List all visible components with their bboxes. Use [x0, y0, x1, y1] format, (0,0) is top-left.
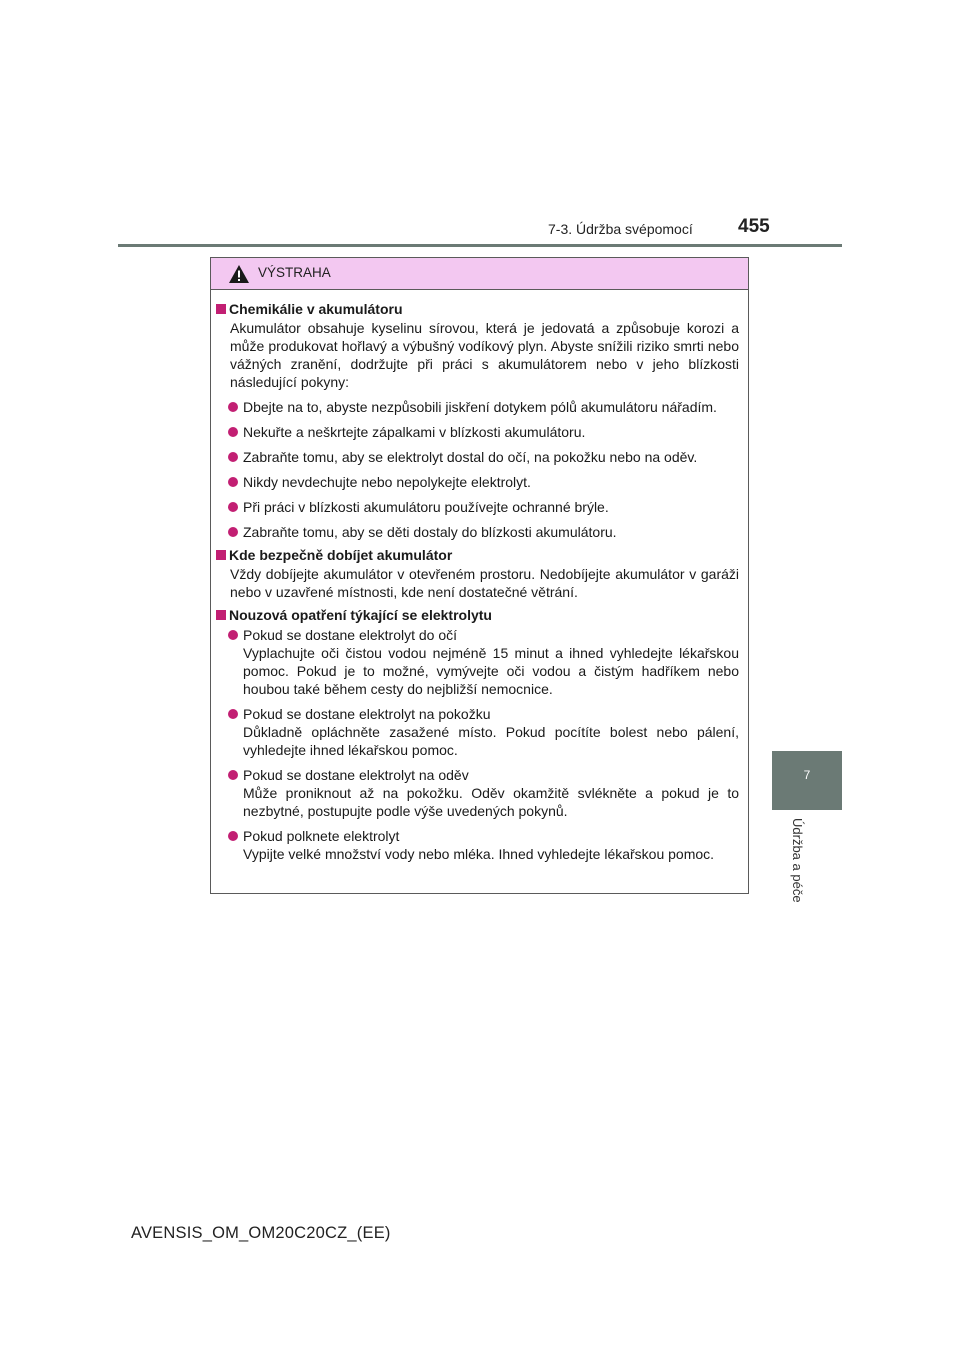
chapter-tab	[772, 751, 842, 810]
chapter-number: 7	[803, 768, 811, 782]
section-paragraph: Akumulátor obsahuje kyselinu sírovou, která je jedovatá a způsobuje korozi a může produkovat hořlavý a výbušný vodíkový plyn. Abyste snížili riziko smrti nebo vážných zranění, dodržujte při práci s akumulátorem nebo v jeho blízkosti následující pokyny:	[230, 320, 739, 390]
round-bullet-icon	[228, 427, 238, 437]
section-paragraph: Vždy dobíjejte akumulátor v otevřeném prostoru. Nedobíjejte akumulátor v garáži nebo v uzavřené místnosti, kde není dostatečné větrání.	[230, 566, 739, 600]
warning-title: VÝSTRAHA	[258, 265, 331, 280]
list-item	[211, 473, 748, 491]
warning-body	[211, 299, 748, 863]
warning-header	[211, 258, 748, 290]
round-bullet-icon	[228, 770, 238, 780]
list-item	[211, 626, 748, 698]
section-heading-emergency	[211, 606, 748, 624]
list-item	[211, 766, 748, 820]
section-heading-chemicals	[211, 300, 748, 318]
warning-triangle-icon	[228, 264, 250, 284]
chapter-label: Údržba a péče	[790, 818, 805, 903]
header-divider	[118, 244, 842, 247]
list-item	[211, 523, 748, 541]
round-bullet-icon	[228, 527, 238, 537]
section-heading-text: Kde bezpečně dobíjet akumulátor	[229, 547, 453, 563]
list-item	[211, 448, 748, 466]
square-bullet-icon	[216, 550, 226, 560]
round-bullet-icon	[228, 709, 238, 719]
list-item-title: Pokud polknete elektrolyt	[243, 828, 400, 844]
page-number: 455	[738, 216, 770, 237]
round-bullet-icon	[228, 630, 238, 640]
list-item-text: Vyplachujte oči čistou vodou nejméně 15 minut a ihned vyhledejte lékařskou pomoc. Pokud je to možné, vymývejte oči vodou a čistým hadříkem nebo houbou také během cesty do nejbližší nemocnice.	[243, 645, 739, 697]
list-item	[211, 398, 748, 416]
list-item	[211, 423, 748, 441]
list-item	[211, 705, 748, 759]
list-item-title: Pokud se dostane elektrolyt na oděv	[243, 767, 469, 783]
section-heading-charging	[211, 546, 748, 564]
round-bullet-icon	[228, 831, 238, 841]
square-bullet-icon	[216, 304, 226, 314]
list-item-text: Dbejte na to, abyste nezpůsobili jiskření dotykem pólů akumulátoru nářadím.	[243, 399, 717, 415]
section-heading-text: Nouzová opatření týkající se elektrolytu	[229, 607, 492, 623]
list-item-text: Zabraňte tomu, aby se děti dostaly do blízkosti akumulátoru.	[243, 524, 617, 540]
section-heading-text: Chemikálie v akumulátoru	[229, 301, 403, 317]
round-bullet-icon	[228, 402, 238, 412]
list-item-title: Pokud se dostane elektrolyt na pokožku	[243, 706, 491, 722]
list-item	[211, 498, 748, 516]
list-item-text: Vypijte velké množství vody nebo mléka. Ihned vyhledejte lékařskou pomoc.	[243, 846, 715, 862]
document-code: AVENSIS_OM_OM20C20CZ_(EE)	[131, 1224, 391, 1242]
list-item-text: Nekuřte a neškrtejte zápalkami v blízkosti akumulátoru.	[243, 424, 586, 440]
square-bullet-icon	[216, 610, 226, 620]
section-title: 7-3. Údržba svépomocí	[548, 221, 693, 237]
round-bullet-icon	[228, 477, 238, 487]
round-bullet-icon	[228, 452, 238, 462]
list-item-text: Důkladně opláchněte zasažené místo. Pokud pocítíte bolest nebo pálení, vyhledejte ihned lékařskou pomoc.	[243, 724, 739, 758]
list-item-text: Při práci v blízkosti akumulátoru používejte ochranné brýle.	[243, 499, 609, 515]
list-item-title: Pokud se dostane elektrolyt do očí	[243, 627, 458, 643]
list-item-text: Zabraňte tomu, aby se elektrolyt dostal do očí, na pokožku nebo na oděv.	[243, 449, 698, 465]
warning-box	[210, 257, 749, 894]
list-item-text: Nikdy nevdechujte nebo nepolykejte elektrolyt.	[243, 474, 531, 490]
round-bullet-icon	[228, 502, 238, 512]
list-item	[211, 827, 748, 863]
list-item-text: Může proniknout až na pokožku. Oděv okamžitě svlékněte a pokud je to nezbytné, postupujte podle výše uvedených pokynů.	[243, 785, 739, 819]
